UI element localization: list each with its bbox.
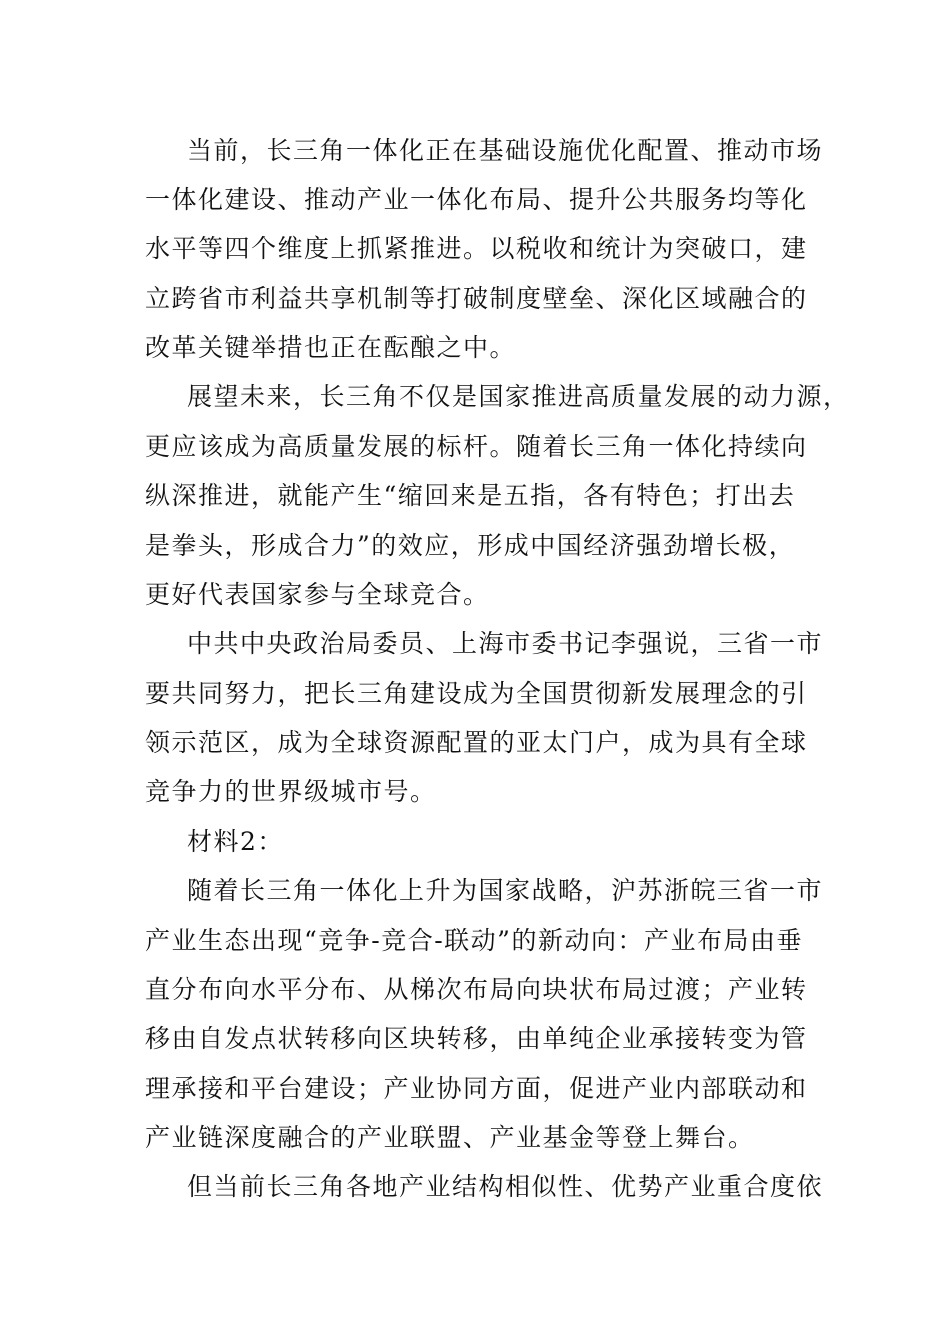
paragraph-1-line-4: 立跨省市利益共享机制等打破制度壁垒、深化区域融合的 — [145, 284, 808, 313]
paragraph-4-line-1: 随着长三角一体化上升为国家战略，沪苏浙皖三省一市 — [187, 876, 824, 905]
paragraph-2-line-3: 纵深推进，就能产生“缩回来是五指，各有特色；打出去 — [145, 481, 796, 510]
paragraph-1-line-3: 水平等四个维度上抓紧推进。以税收和统计为突破口，建 — [145, 234, 808, 263]
paragraph-2-line-5: 更好代表国家参与全球竞合。 — [145, 580, 490, 609]
material-2-heading: 材料2： — [187, 827, 284, 856]
paragraph-2-line-4: 是拳头，形成合力”的效应，形成中国经济强劲增长极， — [145, 531, 796, 560]
paragraph-3-line-3: 领示范区，成为全球资源配置的亚太门户，成为具有全球 — [145, 728, 808, 757]
paragraph-1-line-1: 当前，长三角一体化正在基础设施优化配置、推动市场 — [187, 136, 824, 165]
paragraph-2-line-2: 更应该成为高质量发展的标杆。随着长三角一体化持续向 — [145, 432, 808, 461]
paragraph-4-line-6: 产业链深度融合的产业联盟、产业基金等登上舞台。 — [145, 1123, 755, 1152]
paragraph-3-line-1: 中共中央政治局委员、上海市委书记李强说，三省一市 — [187, 629, 824, 658]
paragraph-4-line-2: 产业生态出现“竞争-竞合-联动”的新动向：产业布局由垂 — [145, 926, 803, 955]
paragraph-4-line-3: 直分布向水平分布、从梯次布局向块状布局过渡；产业转 — [145, 975, 808, 1004]
paragraph-1-line-5: 改革关键举措也正在酝酿之中。 — [145, 333, 517, 362]
paragraph-5-line-1: 但当前长三角各地产业结构相似性、优势产业重合度依 — [187, 1172, 824, 1201]
paragraph-4-line-4: 移由自发点状转移向区块转移，由单纯企业承接转变为管 — [145, 1024, 808, 1053]
paragraph-1-line-2: 一体化建设、推动产业一体化布局、提升公共服务均等化 — [145, 185, 808, 214]
paragraph-3-line-4: 竞争力的世界级城市号。 — [145, 777, 437, 806]
paragraph-2-line-1: 展望未来，长三角不仅是国家推进高质量发展的动力源， — [187, 382, 850, 411]
paragraph-4-line-5: 理承接和平台建设；产业协同方面，促进产业内部联动和 — [145, 1074, 808, 1103]
paragraph-3-line-2: 要共同努力，把长三角建设成为全国贯彻新发展理念的引 — [145, 679, 808, 708]
